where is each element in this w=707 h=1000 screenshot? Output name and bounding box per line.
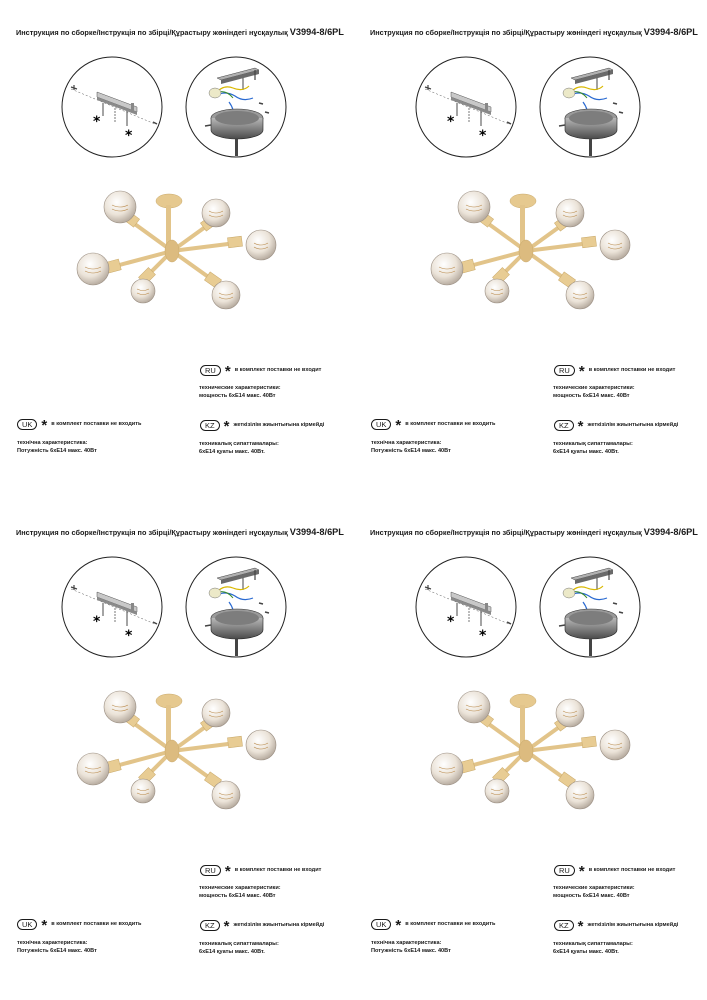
star-mark: *: [93, 114, 101, 130]
lang-badge-uk: UK: [17, 419, 37, 430]
star-mark: *: [479, 128, 487, 144]
note-text: в комплект поставки не входит: [234, 367, 322, 373]
spec-title: техникалық сипаттамалары:: [553, 441, 633, 447]
instruction-panel-2: [354, 0, 707, 500]
model-number: V3994-8/6PL: [643, 527, 698, 537]
uk-note: [371, 417, 496, 434]
lang-badge-uk: UK: [371, 919, 391, 930]
uk-note: [17, 917, 142, 934]
bracket-diagram: [415, 556, 517, 658]
lang-badge-kz: KZ: [554, 420, 574, 431]
document-title: [370, 27, 698, 37]
lang-badge-uk: UK: [371, 419, 391, 430]
document-title: [370, 527, 698, 537]
spec-value: 6xE14 қуаты макс. 40Вт.: [199, 448, 265, 455]
model-number: V3994-8/6PL: [289, 527, 344, 537]
bracket-diagram: [61, 556, 163, 658]
star-mark: *: [93, 614, 101, 630]
title-text: Инструкция по сборке/Інструкція по збірці/Құрастыру жөніндегі нұсқаулық: [370, 28, 642, 37]
chandelier-illustration: [422, 685, 642, 813]
ru-note: [554, 863, 676, 880]
spec-value: Потужність 6xE14 макс. 40Вт: [371, 447, 451, 454]
title-text: Инструкция по сборке/Інструкція по збірці/Құрастыру жөніндегі нұсқаулық: [16, 528, 288, 537]
star-mark: *: [41, 917, 48, 934]
note-text: жеткізілім жиынтығына кірмейді: [587, 922, 679, 928]
ru-note: [200, 863, 322, 880]
ru-specs: [199, 885, 281, 900]
spec-title: техникалық сипаттамалары:: [199, 441, 279, 447]
star-mark: *: [447, 114, 455, 130]
wiring-diagram: [185, 556, 287, 658]
document-title: [16, 27, 344, 37]
spec-title: техникалық сипаттамалары:: [553, 941, 633, 947]
instruction-panel-4: [354, 500, 707, 1000]
spec-value: мощность 6xE14 макс. 40Вт: [199, 392, 276, 399]
note-text: в комплект поставки не входит: [588, 867, 676, 873]
kz-specs: [553, 441, 633, 456]
spec-value: Потужність 6xE14 макс. 40Вт: [371, 947, 451, 954]
wiring-diagram: [539, 556, 641, 658]
chandelier-illustration: [422, 185, 642, 313]
title-text: Инструкция по сборке/Інструкція по збірці/Құрастыру жөніндегі нұсқаулық: [370, 528, 642, 537]
chandelier-illustration: [68, 185, 288, 313]
spec-title: технические характеристики:: [199, 885, 281, 891]
instruction-panel-1: [0, 0, 353, 500]
uk-specs: [371, 940, 451, 955]
model-number: V3994-8/6PL: [289, 27, 344, 37]
ru-note: [200, 363, 322, 380]
spec-title: технічна характеристика:: [371, 440, 442, 446]
star-mark: *: [395, 417, 402, 434]
lang-badge-ru: RU: [554, 865, 575, 876]
spec-title: технічна характеристика:: [371, 940, 442, 946]
star-mark: *: [578, 363, 585, 380]
wiring-diagram: [185, 56, 287, 158]
star-mark: *: [125, 128, 133, 144]
spec-title: техникалық сипаттамалары:: [199, 941, 279, 947]
spec-title: технические характеристики:: [199, 385, 281, 391]
uk-note: [371, 917, 496, 934]
wiring-diagram: [539, 56, 641, 158]
star-mark: *: [41, 417, 48, 434]
spec-title: технические характеристики:: [553, 885, 635, 891]
title-text: Инструкция по сборке/Інструкція по збірці/Құрастыру жөніндегі нұсқаулық: [16, 28, 288, 37]
uk-specs: [371, 440, 451, 455]
ru-specs: [553, 885, 635, 900]
document-title: [16, 527, 344, 537]
star-mark: *: [125, 628, 133, 644]
lang-badge-ru: RU: [554, 365, 575, 376]
note-text: жеткізілім жиынтығына кірмейді: [233, 422, 325, 428]
spec-value: Потужність 6xE14 макс. 40Вт: [17, 947, 97, 954]
spec-value: 6xE14 қуаты макс. 40Вт.: [553, 948, 619, 955]
star-mark: *: [479, 628, 487, 644]
spec-value: 6xE14 қуаты макс. 40Вт.: [553, 448, 619, 455]
kz-specs: [553, 941, 633, 956]
spec-title: технічна характеристика:: [17, 940, 88, 946]
star-mark: *: [577, 918, 584, 935]
spec-value: 6xE14 қуаты макс. 40Вт.: [199, 948, 265, 955]
note-text: жеткізілім жиынтығына кірмейді: [587, 422, 679, 428]
kz-note: [200, 918, 325, 935]
star-mark: *: [224, 363, 231, 380]
spec-title: технічна характеристика:: [17, 440, 88, 446]
note-text: в комплект поставки не входит: [588, 367, 676, 373]
note-text: жеткізілім жиынтығына кірмейді: [233, 922, 325, 928]
note-text: в комплект поставки не входить: [405, 421, 496, 427]
lang-badge-uk: UK: [17, 919, 37, 930]
star-mark: *: [395, 917, 402, 934]
lang-badge-kz: KZ: [554, 920, 574, 931]
bracket-diagram: [61, 56, 163, 158]
kz-note: [554, 418, 679, 435]
model-number: V3994-8/6PL: [643, 27, 698, 37]
spec-value: мощность 6xE14 макс. 40Вт: [553, 892, 630, 899]
chandelier-illustration: [68, 685, 288, 813]
spec-value: мощность 6xE14 макс. 40Вт: [199, 892, 276, 899]
star-mark: *: [224, 863, 231, 880]
uk-specs: [17, 940, 97, 955]
note-text: в комплект поставки не входить: [405, 921, 496, 927]
note-text: в комплект поставки не входить: [51, 421, 142, 427]
lang-badge-ru: RU: [200, 365, 221, 376]
kz-note: [200, 418, 325, 435]
ru-specs: [553, 385, 635, 400]
kz-specs: [199, 941, 279, 956]
spec-value: Потужність 6xE14 макс. 40Вт: [17, 447, 97, 454]
kz-specs: [199, 441, 279, 456]
spec-value: мощность 6xE14 макс. 40Вт: [553, 392, 630, 399]
star-mark: *: [447, 614, 455, 630]
star-mark: *: [223, 918, 230, 935]
lang-badge-kz: KZ: [200, 420, 220, 431]
star-mark: *: [578, 863, 585, 880]
bracket-diagram: [415, 56, 517, 158]
instruction-panel-3: [0, 500, 353, 1000]
ru-specs: [199, 385, 281, 400]
spec-title: технические характеристики:: [553, 385, 635, 391]
uk-specs: [17, 440, 97, 455]
star-mark: *: [223, 418, 230, 435]
star-mark: *: [577, 418, 584, 435]
note-text: в комплект поставки не входит: [234, 867, 322, 873]
ru-note: [554, 363, 676, 380]
note-text: в комплект поставки не входить: [51, 921, 142, 927]
uk-note: [17, 417, 142, 434]
lang-badge-ru: RU: [200, 865, 221, 876]
lang-badge-kz: KZ: [200, 920, 220, 931]
kz-note: [554, 918, 679, 935]
